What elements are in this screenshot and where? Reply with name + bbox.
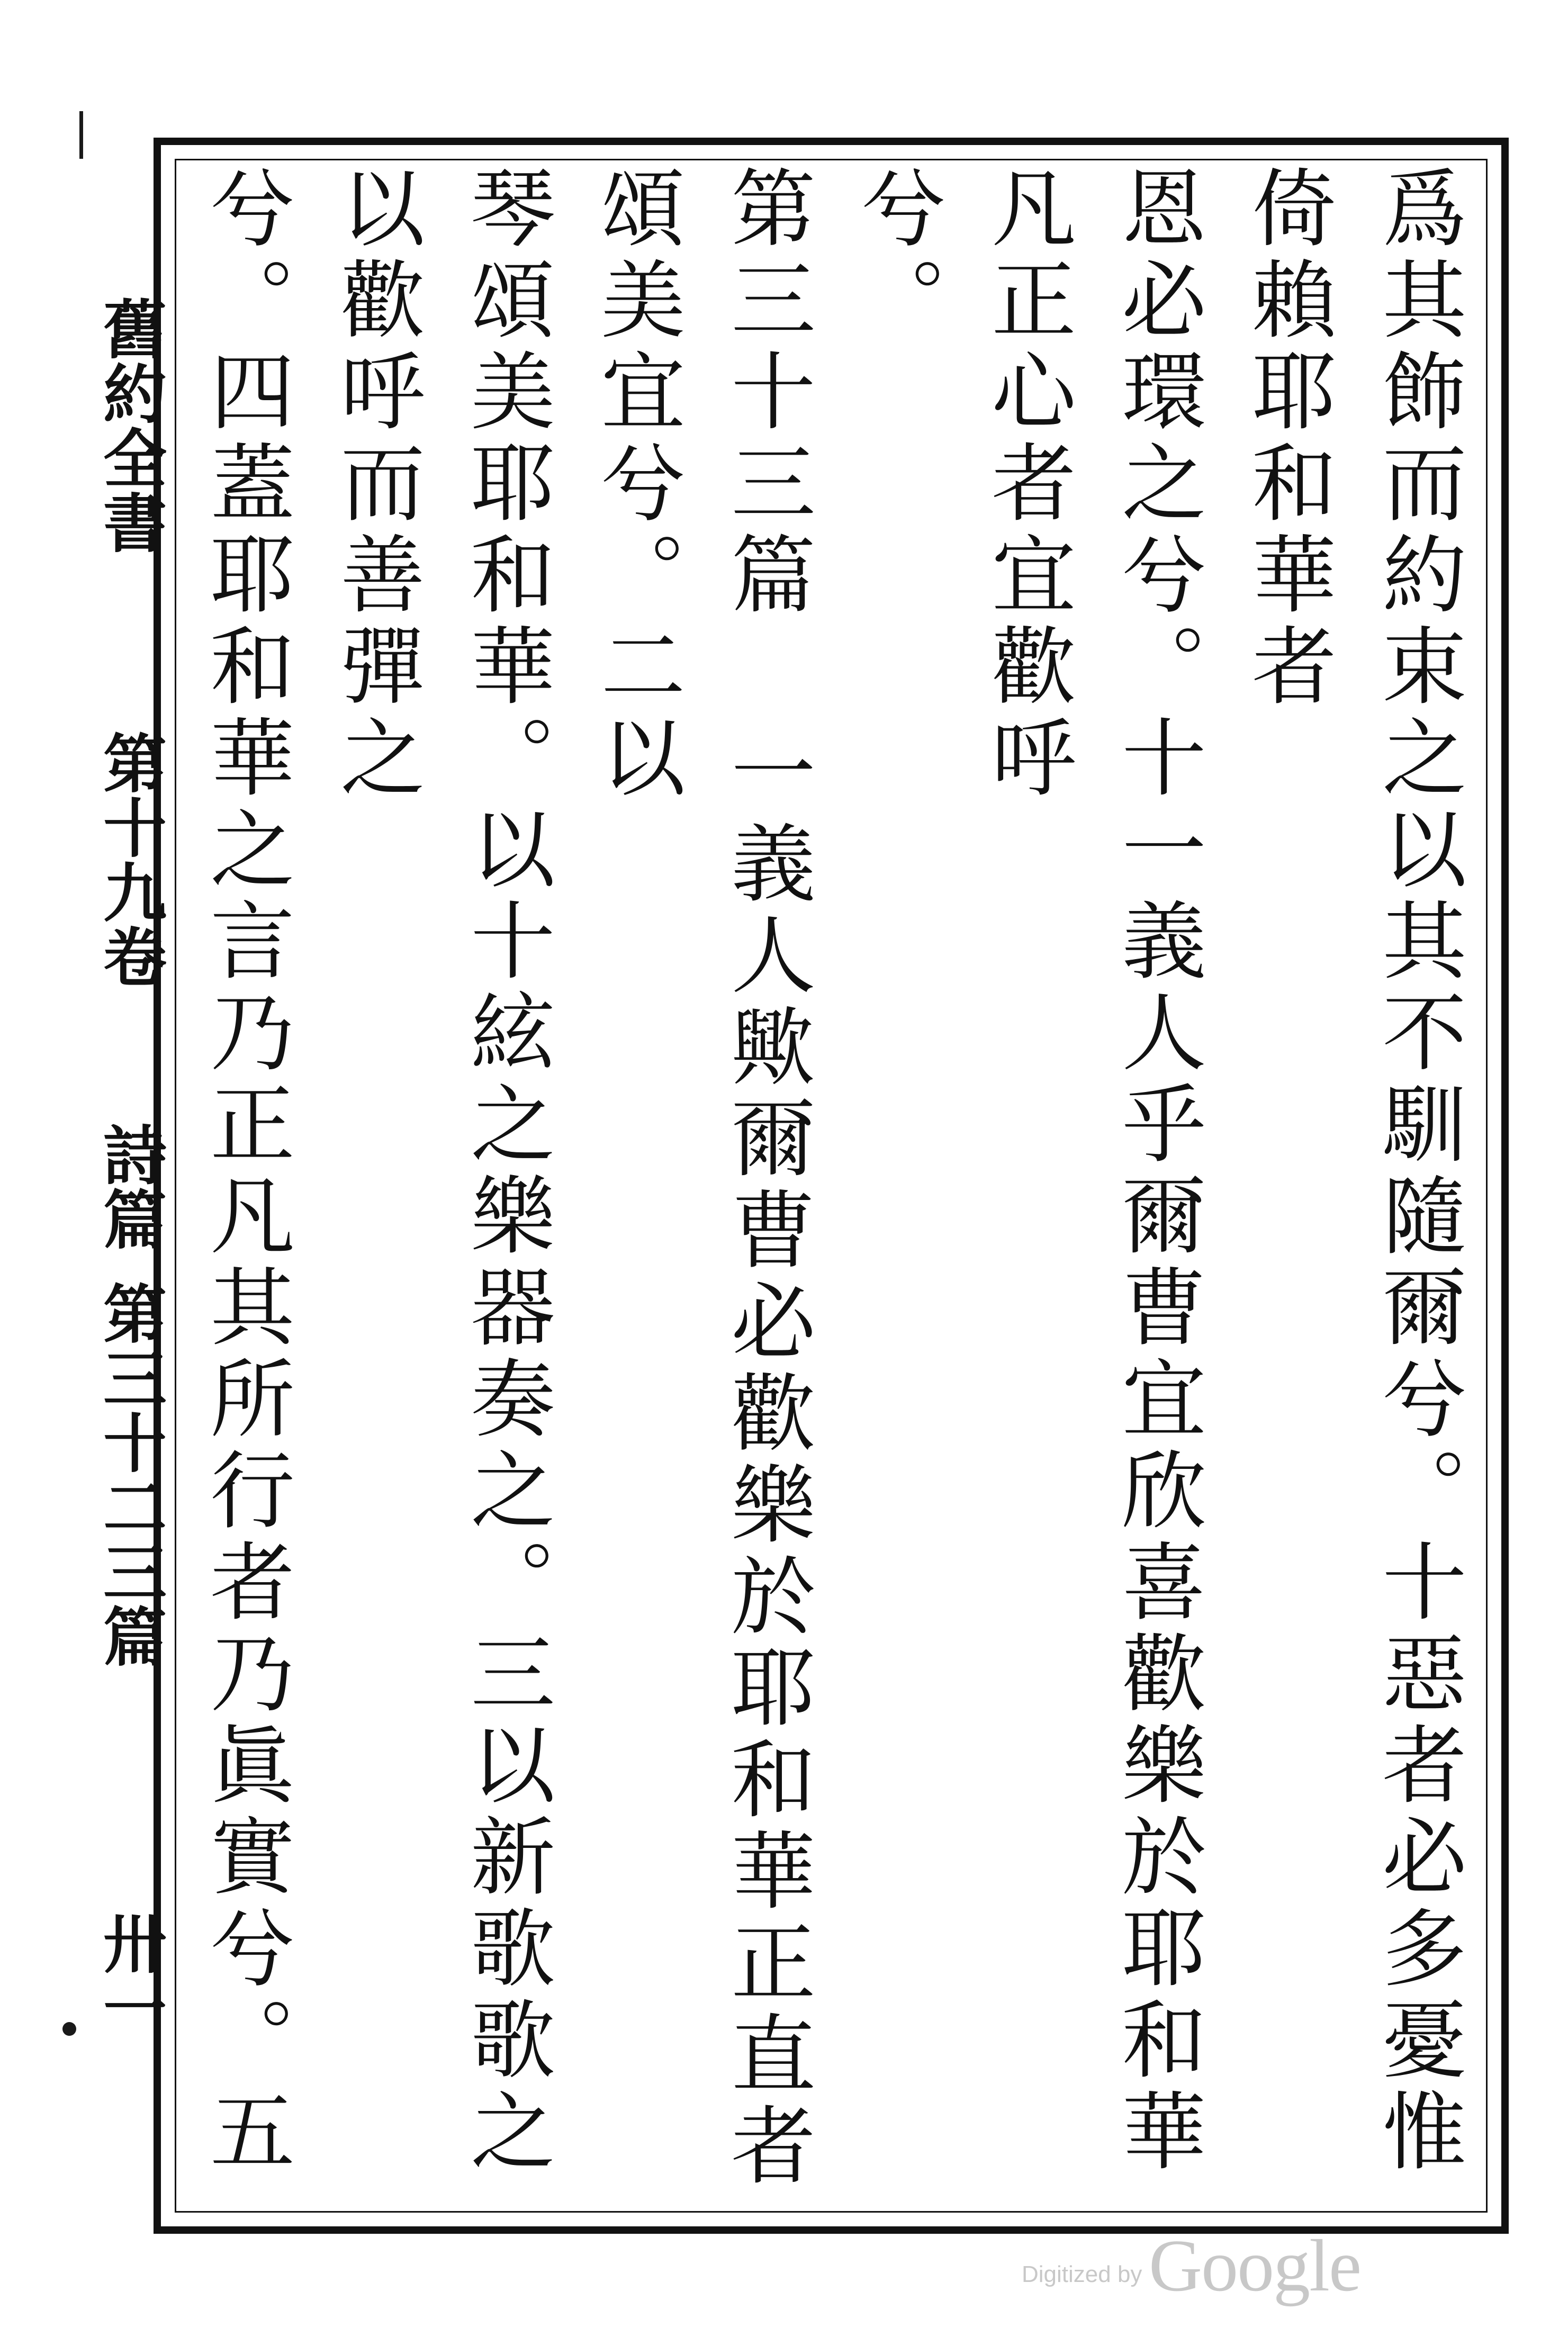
text-column: 琴頌美耶和華。以十絃之樂器奏之。三以新歌歌之以歡呼而善彈之: [326, 164, 555, 2179]
watermark-logo-text: Google: [1149, 2225, 1361, 2307]
watermark-prefix: Digitized by: [1022, 2261, 1142, 2287]
book-name: 詩篇: [93, 1122, 167, 1251]
folio-number: 卅一: [93, 1911, 167, 2040]
book-title: 舊約全書: [93, 296, 167, 555]
margin-mark: [79, 111, 95, 159]
body-text: [180, 164, 1482, 2207]
volume-label: 第十九卷: [93, 730, 167, 989]
text-column: 兮。: [847, 164, 946, 347]
ink-dot: [62, 2022, 76, 2036]
text-column: 兮。四蓋耶和華之言乃正凡其所行者乃眞實兮。五: [196, 164, 295, 2179]
text-column: 爲其飾而約束之以其不馴隨爾兮。十惡者必多憂惟倚賴耶和華者: [1238, 164, 1467, 2179]
chapter-range: 第三十二三篇: [93, 1281, 167, 1668]
text-column: 第三十三篇 一義人歟爾曹必歡樂於耶和華正直者頌美宜兮。二以: [587, 164, 816, 2193]
digitized-watermark: [1022, 2223, 1445, 2313]
text-column: 恩必環之兮。十一義人乎爾曹宜欣喜歡樂於耶和華凡正心者宜歡呼: [977, 164, 1206, 2179]
